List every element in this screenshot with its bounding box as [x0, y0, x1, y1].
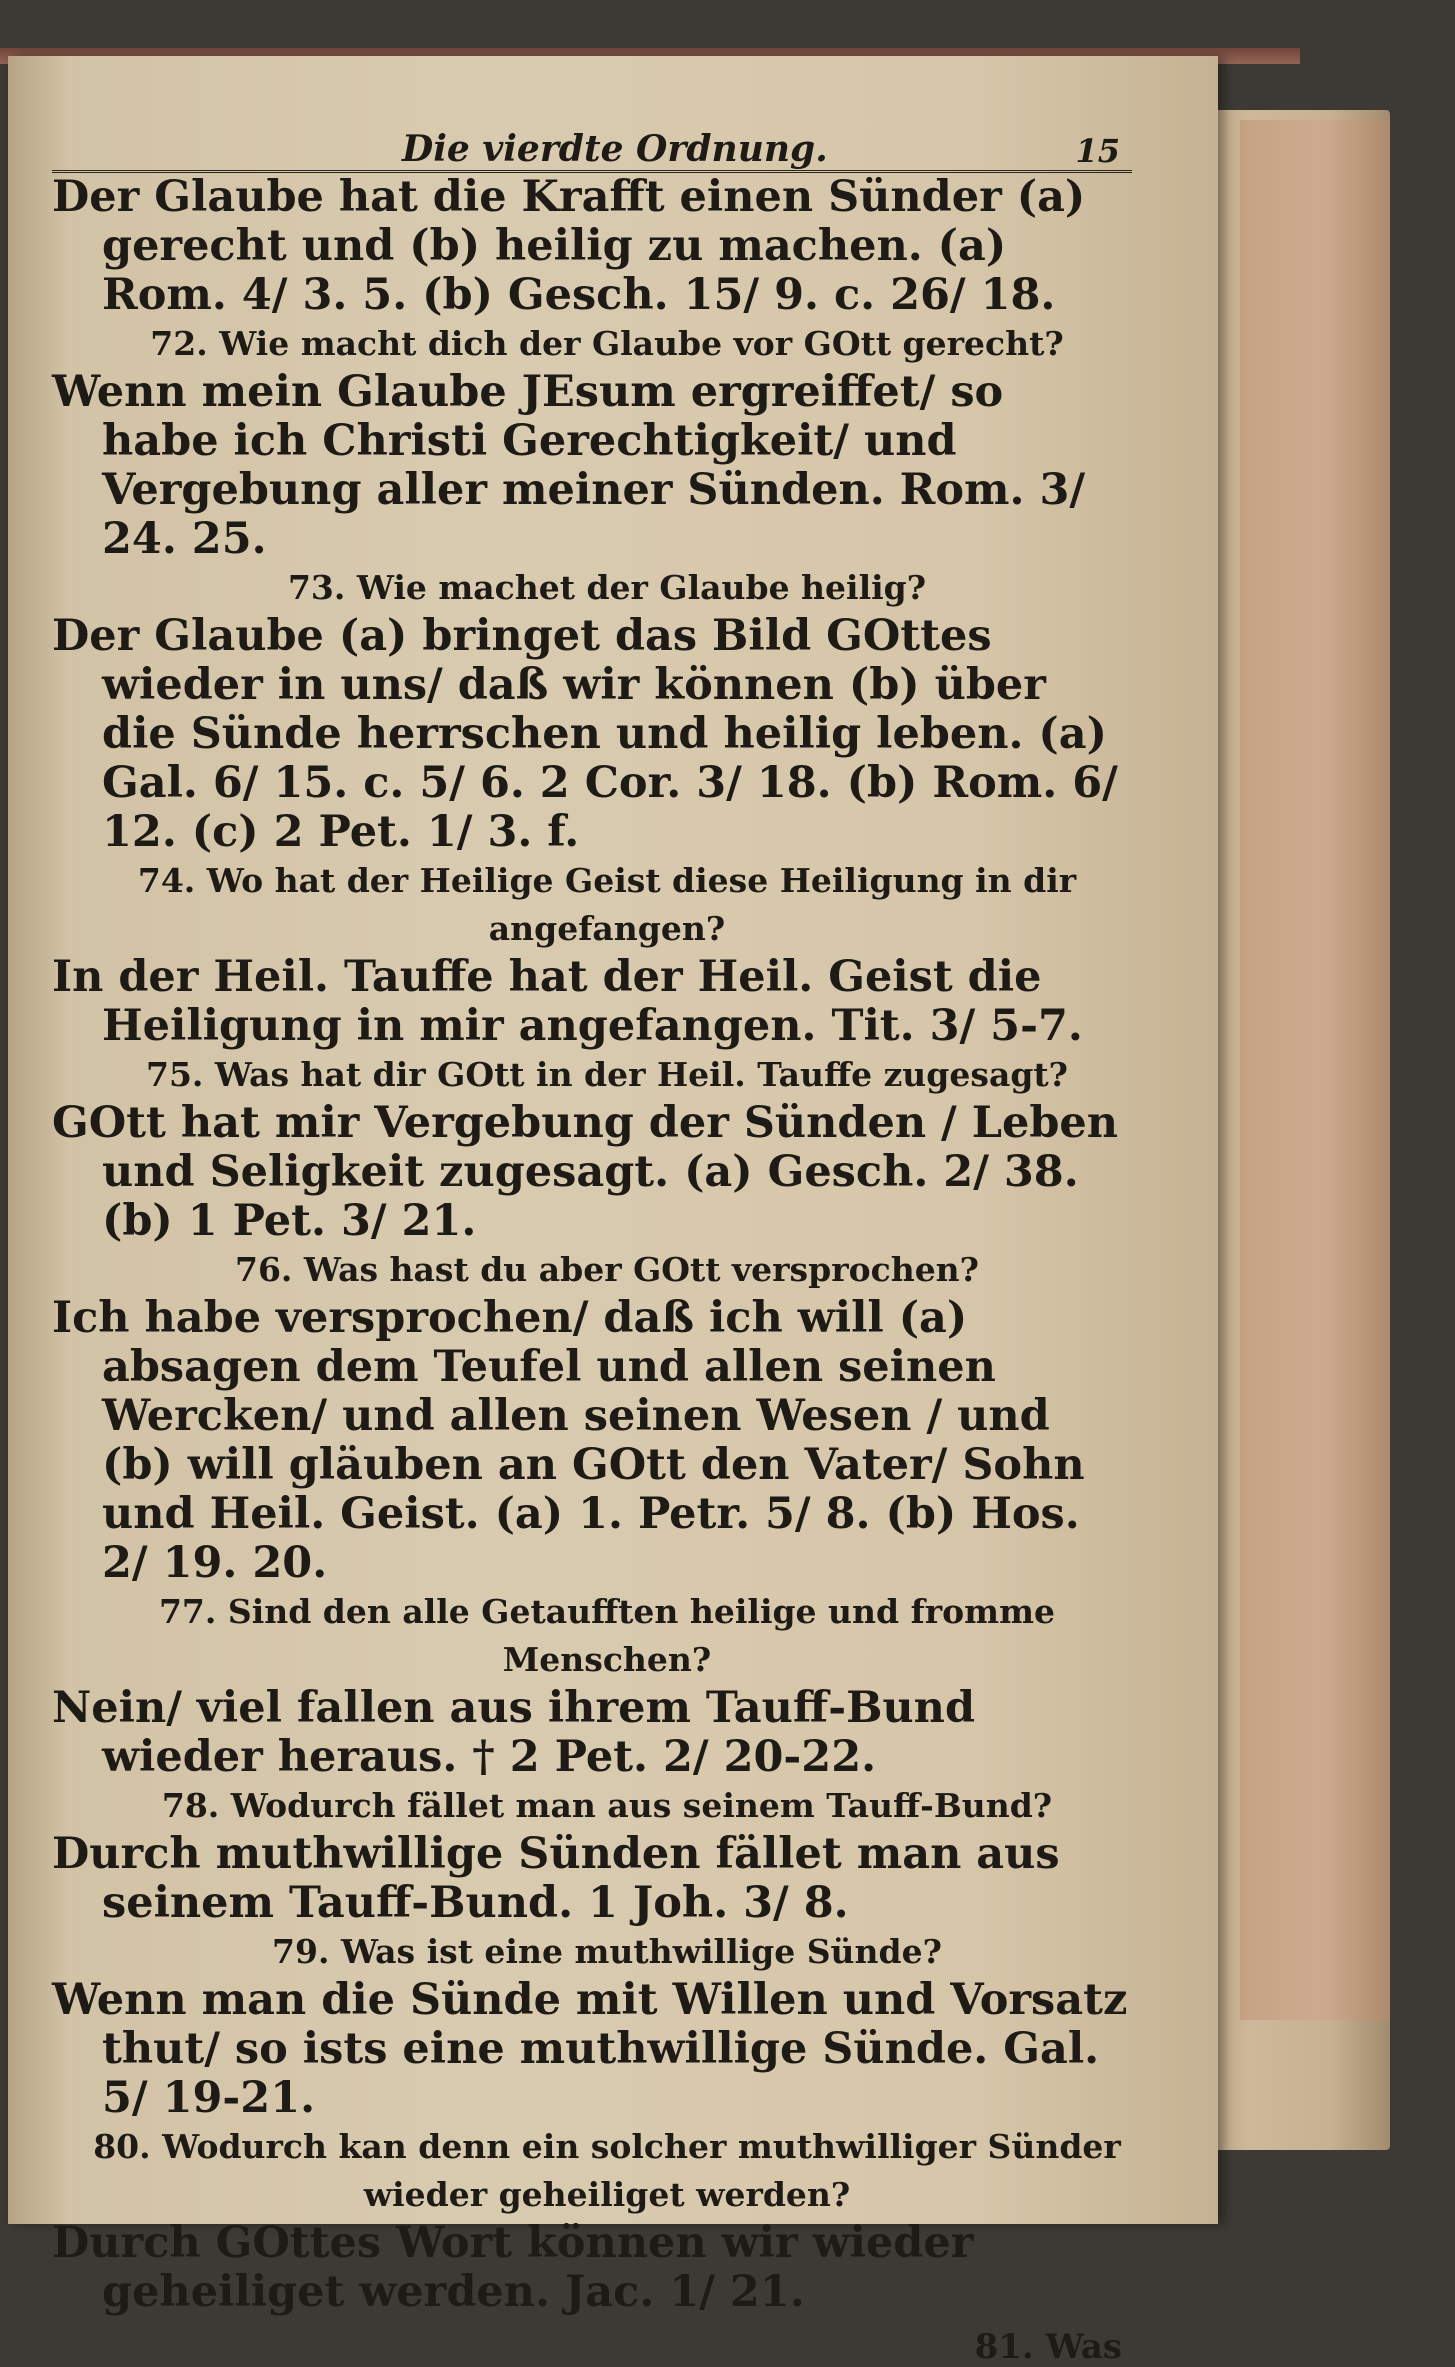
catechism-entry [52, 857, 1132, 1051]
question-text: 76. Was hast du aber GOtt versprochen? [234, 1250, 980, 1289]
cover-edge [1240, 120, 1390, 2020]
catechism-entry [52, 1588, 1132, 1782]
catechism-entry [52, 1928, 1132, 2123]
answer-text: Der Glaube hat die Krafft einen Sünder (a) gerecht und (b) heilig zu machen. (a) Rom. 4/ 3. 5. (b) Gesch. 15/ 9. c. 26/ 18. [52, 172, 1086, 320]
answer-text: Durch GOttes Wort können wir wieder geheiliget werden. Jac. 1/ 21. [52, 2218, 974, 2317]
question-text: 77. Sind den alle Getaufften heilige und fromme Menschen? [158, 1592, 1056, 1679]
answer-text: In der Heil. Tauffe hat der Heil. Geist die Heiligung in mir angefangen. Tit. 3/ 5-7. [52, 952, 1083, 1051]
answer-text: Ich habe versprochen/ daß ich will (a) absagen dem Teufel und allen seinen Wercken/ und allen seinen Wesen / und (b) will gläuben an GOtt den Vater/ Sohn und Heil. Geist. (a) 1. Petr. 5/ 8. (b) Hos. 2/ 19. 20. [52, 1293, 1085, 1588]
catechism-entry [52, 1782, 1132, 1928]
question-text: 79. Was ist eine muthwillige Sünde? [272, 1932, 942, 1971]
question-text: 80. Wodurch kan denn ein solcher muthwilliger Sünder wieder geheiliget werden? [93, 2127, 1121, 2214]
question-text: 74. Wo hat der Heilige Geist diese Heiligung in dir angefangen? [137, 861, 1077, 948]
page-number: 15 [1075, 132, 1120, 170]
answer-text: Durch muthwillige Sünden fället man aus seinem Tauff-Bund. 1 Joh. 3/ 8. [52, 1829, 1060, 1928]
answer-text: GOtt hat mir Vergebung der Sünden / Leben und Seligkeit zugesagt. (a) Gesch. 2/ 38. (b) 1 Pet. 3/ 21. [52, 1098, 1119, 1246]
running-head-title: Die vierdte Ordnung. [402, 128, 828, 170]
catechism-entry [52, 173, 1132, 320]
question-text: 72. Wie macht dich der Glaube vor GOtt gerecht? [150, 324, 1064, 363]
answer-text: Nein/ viel fallen aus ihrem Tauff-Bund wieder heraus. † 2 Pet. 2/ 20-22. [52, 1683, 976, 1782]
question-text: 78. Wodurch fället man aus seinem Tauff-Bund? [161, 1786, 1053, 1825]
page-content [52, 110, 1132, 2367]
answer-text: Der Glaube (a) bringet das Bild GOttes wieder in uns/ daß wir können (b) über die Sünde herrschen und heilig leben. (a) Gal. 6/ 15. c. 5/ 6. 2 Cor. 3/ 18. (b) Rom. 6/ 12. (c) 2 Pet. 1/ 3. f. [52, 611, 1118, 857]
catechism-entry [52, 320, 1132, 564]
answer-text: Wenn mein Glaube JEsum ergreiffet/ so habe ich Christi Gerechtigkeit/ und Vergebung aller meiner Sünden. Rom. 3/ 24. 25. [52, 367, 1086, 564]
catechism-entry [52, 564, 1132, 857]
catechism-entry [52, 1051, 1132, 1246]
running-header [52, 110, 1132, 173]
catechism-entry [52, 1246, 1132, 1588]
catchword: 81. Was [974, 2327, 1122, 2367]
answer-text: Wenn man die Sünde mit Willen und Vorsatz thut/ so ists eine muthwillige Sünde. Gal. 5/ 19-21. [52, 1975, 1128, 2123]
catechism-entry [52, 2123, 1132, 2317]
question-text: 73. Wie machet der Glaube heilig? [287, 568, 927, 607]
question-text: 75. Was hat dir GOtt in der Heil. Tauffe zugesagt? [146, 1055, 1068, 1094]
